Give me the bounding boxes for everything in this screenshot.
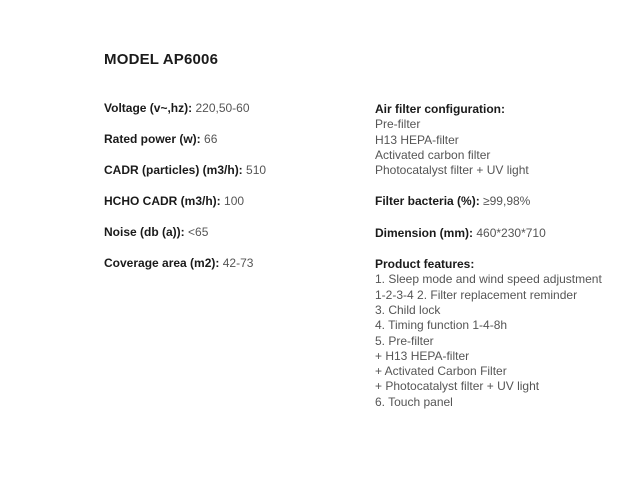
feature-item: + Activated Carbon Filter — [375, 364, 507, 379]
spec-value: 510 — [246, 163, 267, 177]
air-filter-item: Photocatalyst filter + UV light — [375, 163, 529, 178]
feature-item: 4. Timing function 1-4-8h — [375, 318, 508, 333]
spec-value: 42-73 — [222, 256, 254, 270]
spec-value: <65 — [188, 225, 209, 239]
feature-item: 3. Child lock — [375, 302, 441, 317]
spec-label: Filter bacteria (%): — [375, 194, 480, 209]
feature-item: + Photocatalyst filter + UV light — [375, 379, 540, 394]
air-filter-configuration — [375, 102, 635, 178]
feature-item: 1. Sleep mode and wind speed adjustment — [375, 272, 602, 287]
spec-label: Voltage (v~,hz): — [104, 101, 193, 115]
spec-value: 66 — [204, 132, 218, 146]
feature-item: 5. Pre-filter — [375, 333, 434, 348]
feature-item: 6. Touch panel — [375, 394, 453, 409]
spec-label: Rated power (w): — [104, 132, 201, 146]
spec-label: Noise (db (a)): — [104, 225, 185, 239]
spec-noise — [104, 225, 354, 240]
spec-label: HCHO CADR (m3/h): — [104, 194, 221, 208]
air-filter-label: Air filter configuration: — [375, 102, 505, 116]
spec-hcho-cadr — [104, 194, 354, 209]
spec-value: 460*230*710 — [476, 225, 546, 240]
spec-label: CADR (particles) (m3/h): — [104, 163, 243, 177]
spec-filter-bacteria — [375, 194, 635, 209]
page-title: MODEL AP6006 — [104, 51, 219, 68]
spec-value: ≥99,98% — [483, 194, 531, 209]
air-filter-item: Pre-filter — [375, 117, 421, 132]
air-filter-item: H13 HEPA-filter — [375, 132, 459, 147]
product-features — [375, 257, 635, 410]
product-features-label: Product features: — [375, 257, 475, 272]
spec-value: 100 — [224, 194, 245, 208]
spec-rated-power — [104, 132, 354, 147]
spec-label: Dimension (mm): — [375, 225, 474, 240]
spec-value: 220,50-60 — [195, 101, 250, 115]
left-spec-column — [104, 101, 354, 287]
spec-voltage — [104, 101, 354, 116]
right-spec-column — [375, 102, 635, 410]
spec-label: Coverage area (m2): — [104, 256, 220, 270]
feature-item: 1-2-3-4 2. Filter replacement reminder — [375, 287, 578, 302]
spec-cadr-particles — [104, 163, 354, 178]
air-filter-item: Activated carbon filter — [375, 147, 491, 162]
spec-dimension — [375, 226, 635, 241]
feature-item: + H13 HEPA-filter — [375, 348, 470, 363]
spec-coverage-area — [104, 256, 354, 271]
